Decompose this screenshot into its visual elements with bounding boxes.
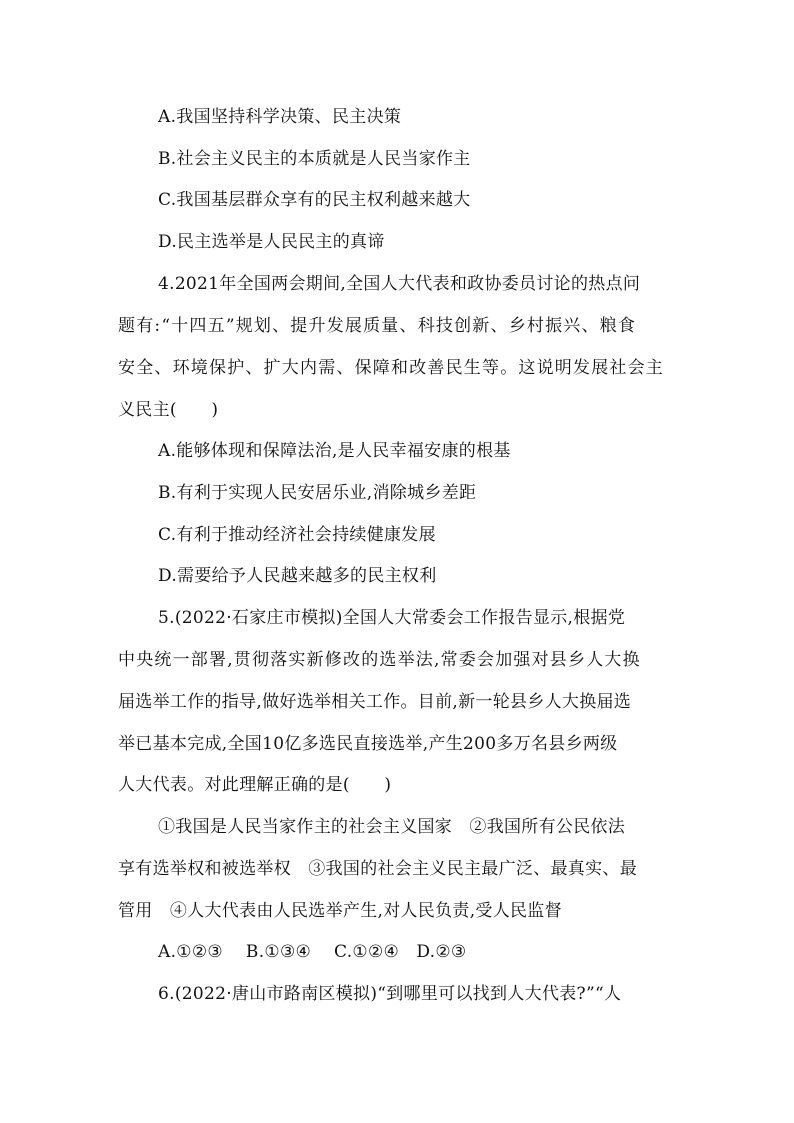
q4-stem-line-4: 义民主( ) bbox=[118, 400, 219, 420]
q5-statement-line-1: ①我国是人民当家作主的社会主义国家 ②我国所有公民依法 bbox=[158, 817, 626, 837]
q4-option-a: A.能够体现和保障法治,是人民幸福安康的根基 bbox=[158, 441, 511, 461]
q4-option-b: B.有利于实现人民安居乐业,消除城乡差距 bbox=[158, 483, 477, 503]
q4-stem-line-2: 题有:“十四五”规划、提升发展质量、科技创新、乡村振兴、粮食 bbox=[118, 316, 637, 336]
q4-stem-line-3: 安全、环境保护、扩大内需、保障和改善民生等。这说明发展社会主 bbox=[118, 358, 664, 378]
q5-stem-line-4: 举已基本完成,全国10亿多选民直接选举,产生200多万名县乡两级 bbox=[118, 734, 618, 754]
q4-stem-line-1: 4.2021年全国两会期间,全国人大代表和政协委员讨论的热点问 bbox=[158, 274, 641, 294]
q5-stem-line-1: 5.(2022·石家庄市模拟)全国人大常委会工作报告显示,根据党 bbox=[158, 608, 626, 628]
q6-stem-line-1: 6.(2022·唐山市路南区模拟)“到哪里可以找到人大代表?”“人 bbox=[158, 984, 622, 1004]
q5-statement-line-3: 管用 ④人大代表由人民选举产生,对人民负责,受人民监督 bbox=[118, 901, 562, 921]
q4-option-c: C.有利于推动经济社会持续健康发展 bbox=[158, 525, 436, 545]
q5-options: A.①②③ B.①③④ C.①②④ D.②③ bbox=[158, 942, 467, 962]
q5-stem-line-2: 中央统一部署,贯彻落实新修改的选举法,常委会加强对县乡人大换 bbox=[118, 650, 641, 670]
q4-option-d: D.需要给予人民越来越多的民主权利 bbox=[158, 566, 437, 586]
q3-option-d: D.民主选举是人民民主的真谛 bbox=[158, 232, 385, 252]
q5-stem-line-3: 届选举工作的指导,做好选举相关工作。目前,新一轮县乡人大换届选 bbox=[118, 692, 632, 712]
q3-option-b: B.社会主义民主的本质就是人民当家作主 bbox=[158, 149, 471, 169]
q3-option-c: C.我国基层群众享有的民主权利越来越大 bbox=[158, 190, 471, 210]
q3-option-a: A.我国坚持科学决策、民主决策 bbox=[158, 107, 402, 127]
q5-stem-line-5: 人大代表。对此理解正确的是( ) bbox=[118, 775, 392, 795]
q5-statement-line-2: 享有选举权和被选举权 ③我国的社会主义民主最广泛、最真实、最 bbox=[118, 859, 637, 879]
